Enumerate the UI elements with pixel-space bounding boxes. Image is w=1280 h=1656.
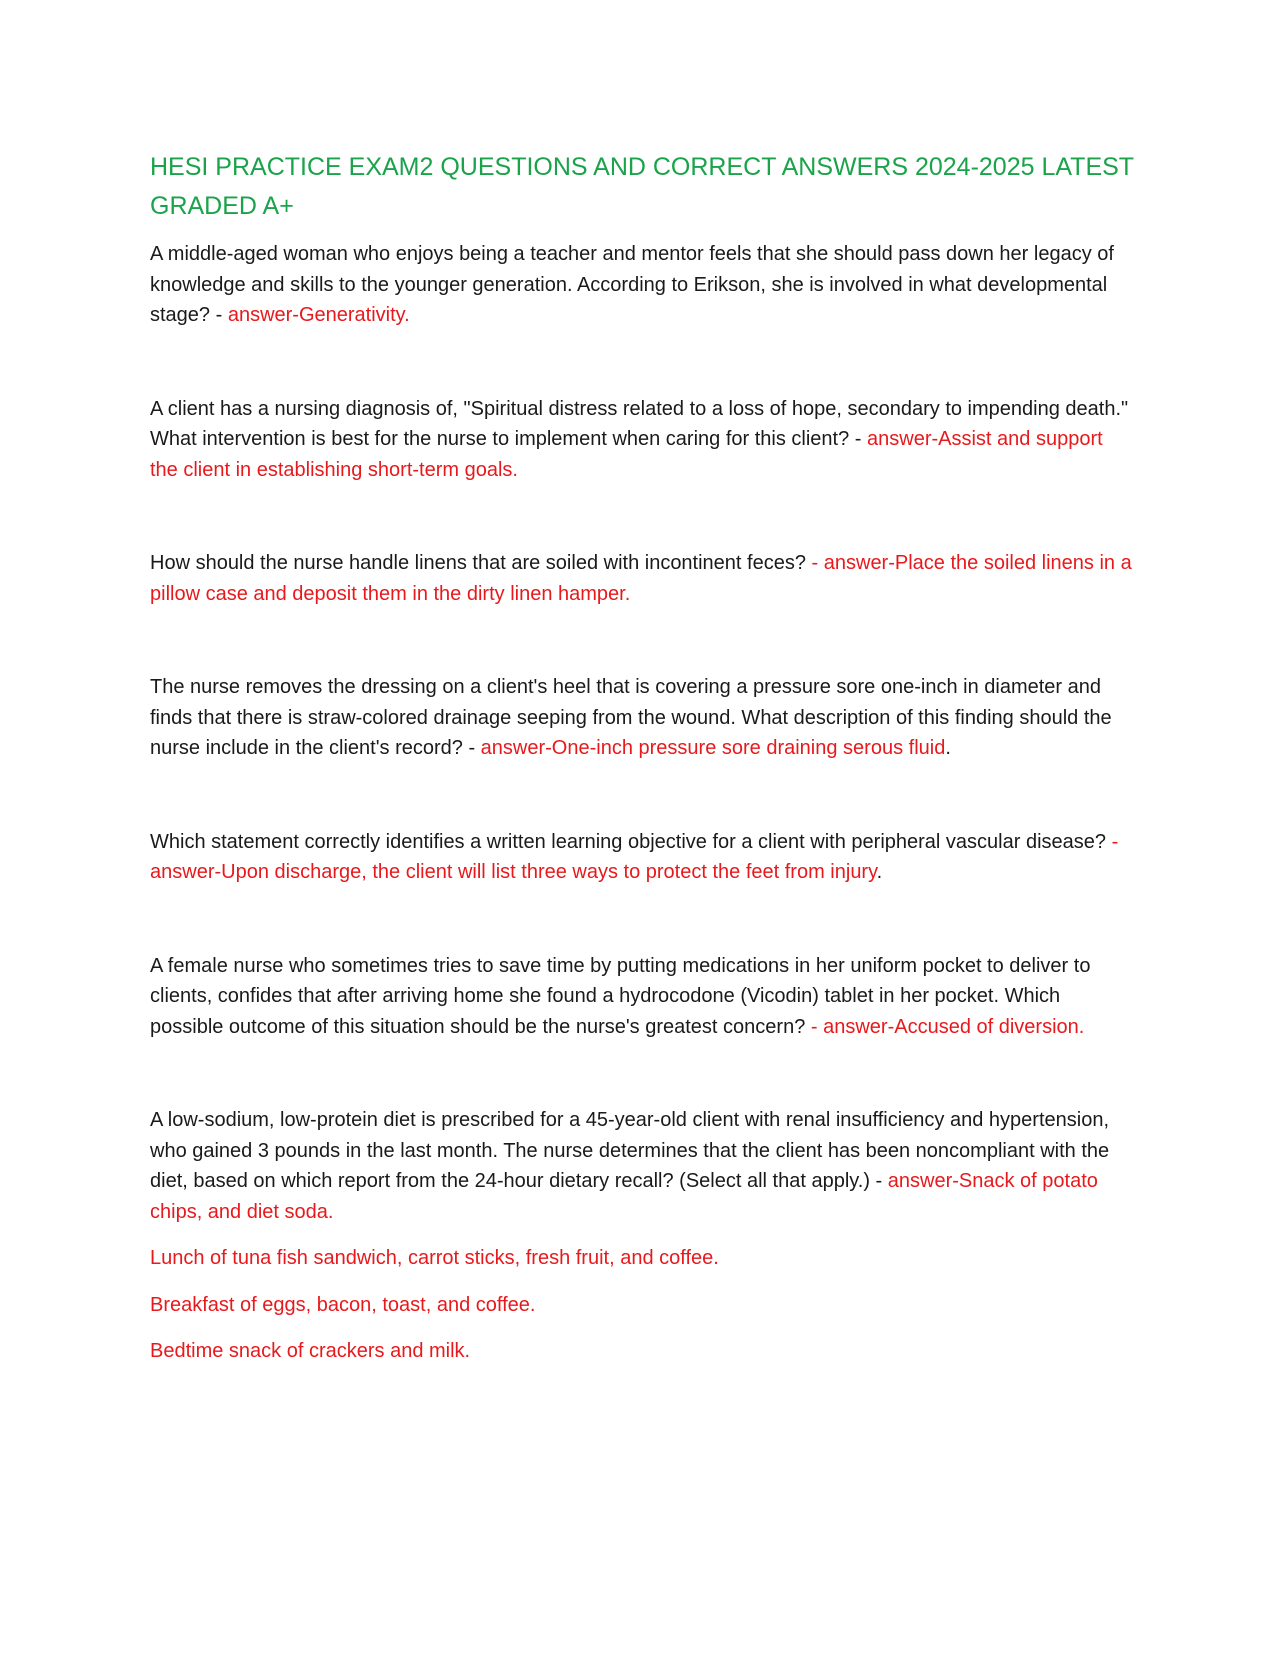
question-text: A female nurse who sometimes tries to save time by putting medications in her uniform pocket to deliver to clients, confides that after arriving home she found a hydrocodone (Vicodin) tablet in her pocket. Which possible outcome of this situation should be the nurse's greatest concern? (150, 954, 1091, 1038)
answer-text: answer-Assist and support the client in establishing short-term goals. (150, 428, 1103, 481)
qa-item-2 (150, 394, 1135, 486)
additional-answer-2: Breakfast of eggs, bacon, toast, and coffee. (150, 1293, 536, 1316)
answer-text: - answer-Upon discharge, the client will list three ways to protect the feet from injury (150, 830, 1119, 883)
qa-item-5 (150, 827, 1135, 888)
answer-text: answer-Snack of potato chips, and diet soda. (150, 1170, 1098, 1223)
question-text: Which statement correctly identifies a written learning objective for a client with peripheral vascular disease? (150, 830, 1112, 853)
question-text: A low-sodium, low-protein diet is prescribed for a 45-year-old client with renal insufficiency and hypertension, who gained 3 pounds in the last month. The nurse determines that the client has been noncompliant with the diet, based on which report from the 24-hour dietary recall? (Select all that apply.) - (150, 1109, 1110, 1192)
question-text: The nurse removes the dressing on a client's heel that is covering a pressure sore one-inch in diameter and finds that there is straw-colored drainage seeping from the wound. What description of this finding should the nurse include in the client's record? - (150, 676, 1112, 759)
qa-item-4 (150, 672, 1135, 764)
additional-answer-1: Lunch of tuna fish sandwich, carrot sticks, fresh fruit, and coffee. (150, 1247, 719, 1269)
answer-text: - answer-Place the soiled linens in a pillow case and deposit them in the dirty linen hamper. (150, 552, 1132, 605)
question-text: How should the nurse handle linens that are soiled with incontinent feces? (150, 552, 812, 574)
answer-text: - answer-Accused of diversion. (810, 1015, 1085, 1038)
qa-item-6 (150, 951, 1135, 1043)
answer-text: answer-Generativity. (227, 304, 410, 326)
answer-text: answer-One-inch pressure sore draining serous fluid (480, 737, 946, 759)
answer-trail: . (945, 737, 951, 759)
document-page (150, 148, 1135, 1367)
qa-item-3 (150, 548, 1135, 609)
answer-trail: . (876, 861, 883, 883)
additional-answer-3: Bedtime snack of crackers and milk. (150, 1340, 471, 1362)
qa-item-1 (150, 239, 1135, 331)
question-text: A middle-aged woman who enjoys being a teacher and mentor feels that she should pass down her legacy of knowledge and skills to the younger generation. According to Erikson, she is involved in what developmental stage? - (150, 243, 1114, 326)
document-title: HESI PRACTICE EXAM2 QUESTIONS AND CORRECT ANSWERS 2024-2025 LATEST GRADED A+ (150, 153, 1134, 220)
qa-item-7 (150, 1105, 1135, 1227)
question-text: A client has a nursing diagnosis of, "Spiritual distress related to a loss of hope, secondary to impending death." What intervention is best for the nurse to implement when caring for this client? - (150, 397, 1129, 450)
